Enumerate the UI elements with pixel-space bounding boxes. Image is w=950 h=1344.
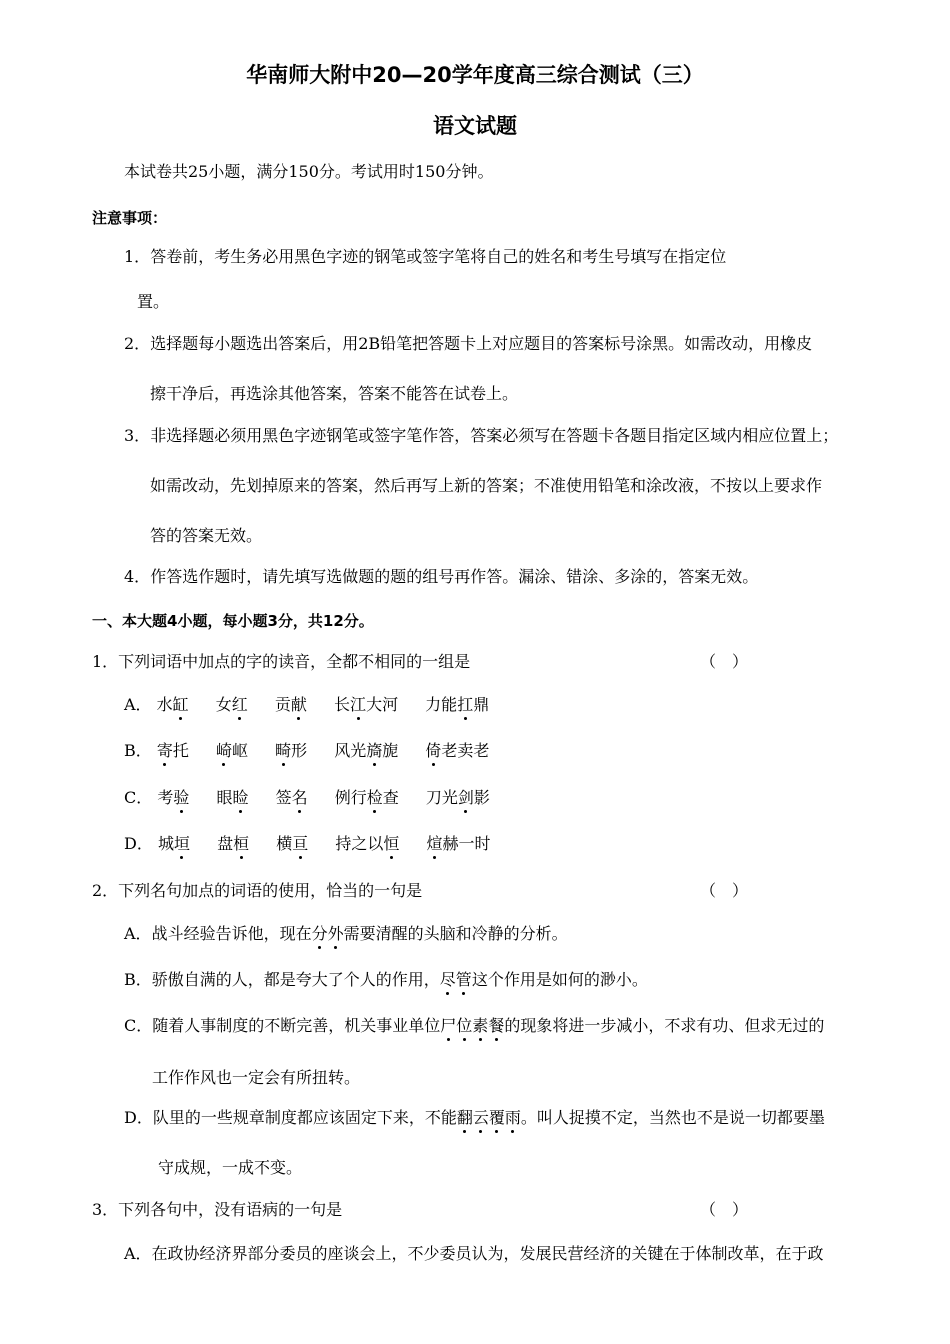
emphasis-dot-char: 尽 [439,970,456,989]
notice-heading: 注意事项： [92,209,168,227]
emphasis-dot-char: 素 [472,1016,489,1035]
emphasis-dot-char: 覆 [488,1108,505,1127]
question-1-option-a [124,695,511,715]
option-label: A． [124,695,152,714]
emphasized-phrase [312,924,344,943]
emphasis-dot-char: 分 [311,924,328,943]
option-word: 崎岖 [215,741,249,760]
option-label: B． [124,970,152,989]
question-1-option-c [124,788,512,808]
notice-item-3-cont: 如需改动，先划掉原来的答案，然后再写上新的答案；不准使用铅笔和涂改液，不按以上要求作 [150,476,823,495]
emphasis-dot-char: 缸 [172,695,189,714]
intro-text: 本试卷共25小题，满分150分。考试用时150分钟。 [124,162,494,181]
option-word: 签名 [275,788,308,807]
emphasis-dot-char: 外 [327,924,344,943]
notice-item-text: 选择题每小题选出答案后，用2B铅笔把答题卡上对应题目的答案标号涂黑。如需改动，用橡皮 [150,334,813,353]
option-word: 贡献 [274,695,307,714]
notice-item-text: 答卷前，考生务必用黑色字迹的钢笔或签字笔将自己的姓名和考生号填写在指定位 [150,247,727,266]
emphasis-dot-char: 管 [455,970,472,989]
option-word: 寄托 [156,741,189,760]
notice-item-3 [124,426,838,446]
option-word: 女红 [215,695,248,714]
emphasized-phrase [457,1108,521,1127]
option-word: 横亘 [276,834,309,853]
emphasis-dot-char: 垣 [173,834,190,853]
emphasis-dot-char: 名 [291,788,308,807]
notice-item-number: 4． [124,567,151,586]
option-word: 煊赫一时 [426,834,491,853]
emphasis-dot-char: 献 [290,695,307,714]
notice-item-number: 2． [124,334,151,353]
option-word: 倚老卖老 [425,741,490,760]
question-2-option-d-cont: 守成规，一成不变。 [158,1158,303,1177]
question-2-option-a: A．战斗经验告诉他，现在分外需要清醒的头脑和冷静的分析。 [124,924,568,943]
page-title: 华南师大附中20—20学年度高三综合测试（三） [246,63,704,87]
option-label: C． [124,788,153,807]
notice-item-number: 1． [124,247,151,266]
question-3-stem: 3．下列各句中，没有语病的一句是 [92,1200,343,1219]
option-word: 水缸 [156,695,189,714]
emphasis-dot-char: 翻 [456,1108,473,1127]
question-2-option-c-cont: 工作作风也一定会有所扭转。 [152,1068,361,1087]
question-3-option-a: A．在政协经济界部分委员的座谈会上，不少委员认为，发展民营经济的关键在于体制改革，在于政 [124,1244,824,1263]
emphasis-dot-char: 云 [472,1108,489,1127]
option-word: 例行检查 [334,788,399,807]
option-word: 城垣 [157,834,190,853]
option-label: B． [124,741,152,760]
option-word: 考验 [157,788,190,807]
emphasized-phrase [440,970,472,989]
answer-parentheses: （ ） [700,881,749,900]
emphasis-dot-char: 倚 [425,741,442,760]
option-word: 刀光剑影 [425,788,490,807]
notice-item-2 [124,334,812,354]
emphasis-dot-char: 寄 [156,741,173,760]
emphasis-dot-char: 红 [231,695,248,714]
question-2-option-b: B．骄傲自满的人，都是夸大了个人的作用，尽管这个作用是如何的渺小。 [124,970,648,989]
notice-item-4 [124,567,758,587]
option-word: 持之以恒 [335,834,400,853]
emphasis-dot-char: 睑 [232,788,249,807]
emphasized-phrase [440,1016,504,1035]
emphasis-dot-char: 崎 [215,741,232,760]
answer-parentheses: （ ） [700,1200,749,1219]
question-2-option-d: D．队里的一些规章制度都应该固定下来，不能翻云覆雨。叫人捉摸不定，当然也不是说一切都要墨 [124,1108,825,1127]
question-1-option-b [124,741,511,761]
notice-item-1-cont: 置。 [137,292,170,311]
emphasis-dot-char: 验 [173,788,190,807]
notice-item-1 [124,247,726,267]
emphasis-dot-char: 旖 [366,741,383,760]
emphasis-dot-char: 检 [366,788,383,807]
question-2-stem: 2．下列名句加点的词语的使用，恰当的一句是 [92,881,423,900]
question-1-stem: 1．下列词语中加点的字的读音，全都不相同的一组是 [92,652,471,671]
emphasis-dot-char: 剑 [457,788,474,807]
option-label: C． [124,1016,153,1035]
notice-item-3-cont: 答的答案无效。 [150,526,263,545]
notice-item-text: 非选择题必须用黑色字迹钢笔或签字笔作答，答案必须写在答题卡各题目指定区域内相应位置上； [150,426,839,445]
emphasis-dot-char: 亘 [292,834,309,853]
option-word: 力能扛鼎 [425,695,490,714]
option-word: 盘桓 [217,834,250,853]
emphasis-dot-char: 尸 [440,1016,457,1035]
emphasis-dot-char: 雨 [504,1108,521,1127]
option-label: D． [124,834,153,853]
option-word: 眼睑 [216,788,249,807]
option-word: 风光旖旎 [334,741,399,760]
notice-item-number: 3． [124,426,151,445]
emphasis-dot-char: 扛 [457,695,474,714]
option-word: 畸形 [275,741,308,760]
emphasis-dot-char: 桓 [233,834,250,853]
answer-parentheses: （ ） [700,652,749,671]
emphasis-dot-char: 位 [456,1016,473,1035]
question-1-option-d [124,834,512,854]
notice-item-text: 作答选作题时，请先填写选做题的题的组号再作答。漏涂、错涂、多涂的，答案无效。 [150,567,759,586]
emphasis-dot-char: 餐 [488,1016,505,1035]
section-heading: 一、本大题4小题，每小题3分，共12分。 [92,612,374,630]
option-word: 长江大河 [334,695,399,714]
emphasis-dot-char: 恒 [383,834,400,853]
option-label: A． [124,924,152,943]
emphasis-dot-char: 煊 [426,834,443,853]
question-2-option-c: C．随着人事制度的不断完善，机关事业单位尸位素餐的现象将进一步减小，不求有功、但求无过的 [124,1016,825,1035]
notice-item-2-cont: 擦干净后，再选涂其他答案，答案不能答在试卷上。 [150,384,519,403]
emphasis-dot-char: 畸 [275,741,292,760]
option-label: D． [124,1108,153,1127]
page-subtitle: 语文试题 [433,114,517,138]
emphasis-dot-char: 江 [350,695,367,714]
